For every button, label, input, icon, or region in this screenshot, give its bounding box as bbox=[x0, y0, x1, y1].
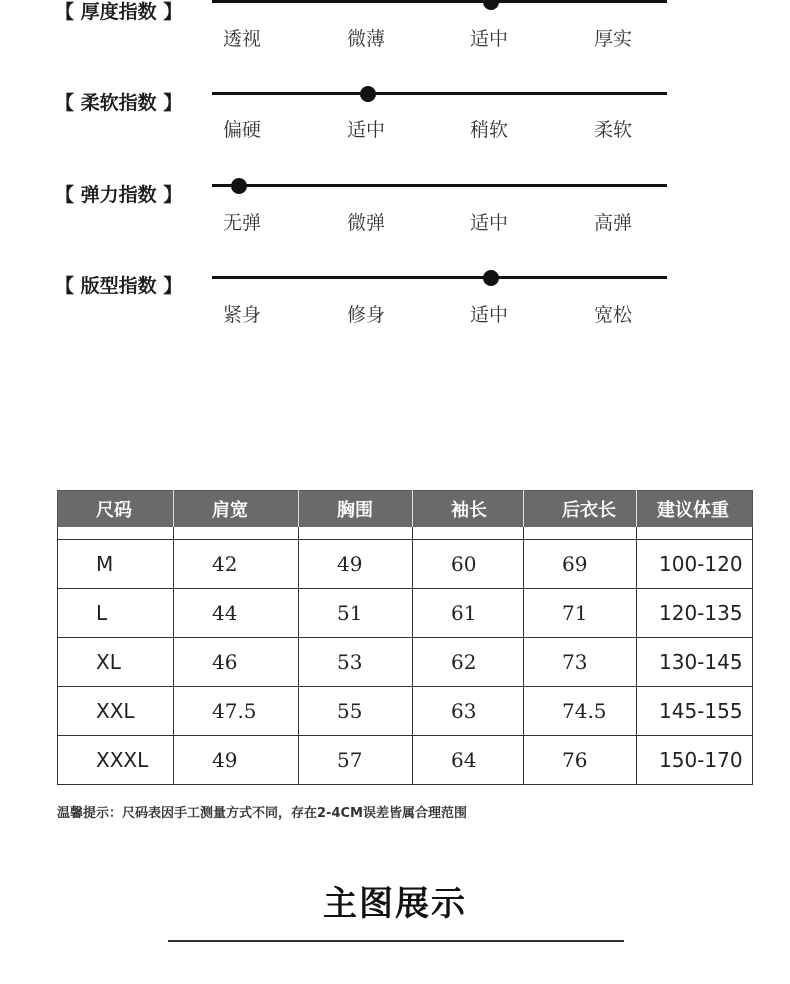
table-cell: 150-170 bbox=[637, 736, 753, 785]
table-cell: 53 bbox=[299, 638, 413, 687]
table-cell: 74.5 bbox=[524, 687, 637, 736]
table-cell: 60 bbox=[413, 540, 524, 589]
table-cell: 61 bbox=[413, 589, 524, 638]
index-option: 厚实 bbox=[593, 28, 633, 50]
table-cell: 55 bbox=[299, 687, 413, 736]
table-cell: 145-155 bbox=[637, 687, 753, 736]
index-option: 紧身 bbox=[222, 304, 262, 326]
index-label: 【 柔软指数 】 bbox=[55, 92, 183, 114]
index-option: 无弹 bbox=[222, 212, 262, 234]
index-option: 适中 bbox=[346, 119, 386, 141]
table-cell: M bbox=[58, 540, 174, 589]
header-cell: 肩宽 bbox=[174, 491, 299, 528]
table-cell: 57 bbox=[299, 736, 413, 785]
section-divider bbox=[168, 940, 624, 942]
section-title: 主图展示 bbox=[323, 884, 467, 924]
index-option: 透视 bbox=[222, 28, 262, 50]
table-cell: XXL bbox=[58, 687, 174, 736]
index-option: 适中 bbox=[469, 28, 509, 50]
header-cell: 建议体重 bbox=[637, 491, 753, 528]
index-marker bbox=[360, 86, 376, 102]
table-row bbox=[58, 589, 753, 638]
table-row bbox=[58, 687, 753, 736]
index-track bbox=[212, 0, 667, 3]
table-row bbox=[58, 638, 753, 687]
header-cell: 尺码 bbox=[58, 491, 174, 528]
table-cell: 44 bbox=[174, 589, 299, 638]
table-cell: XXXL bbox=[58, 736, 174, 785]
index-option: 适中 bbox=[469, 212, 509, 234]
table-cell: 47.5 bbox=[174, 687, 299, 736]
index-marker bbox=[483, 0, 499, 10]
index-marker bbox=[483, 270, 499, 286]
table-cell: 51 bbox=[299, 589, 413, 638]
index-option: 宽松 bbox=[593, 304, 633, 326]
index-option: 高弹 bbox=[593, 212, 633, 234]
table-cell: 46 bbox=[174, 638, 299, 687]
table-cell: 49 bbox=[174, 736, 299, 785]
index-marker bbox=[231, 178, 247, 194]
table-cell: 49 bbox=[299, 540, 413, 589]
table-cell: XL bbox=[58, 638, 174, 687]
header-cell: 袖长 bbox=[413, 491, 524, 528]
size-table-header bbox=[58, 491, 753, 528]
table-cell: 130-145 bbox=[637, 638, 753, 687]
index-option: 适中 bbox=[469, 304, 509, 326]
table-row bbox=[58, 736, 753, 785]
table-cell: 63 bbox=[413, 687, 524, 736]
table-cell: 62 bbox=[413, 638, 524, 687]
header-cell: 胸围 bbox=[299, 491, 413, 528]
index-track bbox=[212, 184, 667, 187]
index-track bbox=[212, 92, 667, 95]
index-option: 柔软 bbox=[593, 119, 633, 141]
table-cell: 64 bbox=[413, 736, 524, 785]
table-cell: 100-120 bbox=[637, 540, 753, 589]
index-option: 偏硬 bbox=[222, 119, 262, 141]
index-label: 【 弹力指数 】 bbox=[55, 184, 183, 206]
index-track bbox=[212, 276, 667, 279]
size-tip-note: 温馨提示：尺码表因手工测量方式不同，存在2-4CM误差皆属合理范围 bbox=[57, 806, 467, 821]
index-label: 【 版型指数 】 bbox=[55, 275, 183, 297]
table-cell: 42 bbox=[174, 540, 299, 589]
table-cell: 71 bbox=[524, 589, 637, 638]
index-option: 修身 bbox=[346, 304, 386, 326]
table-cell: 73 bbox=[524, 638, 637, 687]
table-cell: 76 bbox=[524, 736, 637, 785]
index-option: 微弹 bbox=[346, 212, 386, 234]
size-table bbox=[57, 490, 753, 785]
table-cell: 120-135 bbox=[637, 589, 753, 638]
index-label: 【 厚度指数 】 bbox=[55, 1, 183, 23]
index-option: 稍软 bbox=[469, 119, 509, 141]
index-option: 微薄 bbox=[346, 28, 386, 50]
table-cell: 69 bbox=[524, 540, 637, 589]
table-row bbox=[58, 540, 753, 589]
header-spacer-row bbox=[58, 527, 753, 540]
table-cell: L bbox=[58, 589, 174, 638]
header-cell: 后衣长 bbox=[524, 491, 637, 528]
